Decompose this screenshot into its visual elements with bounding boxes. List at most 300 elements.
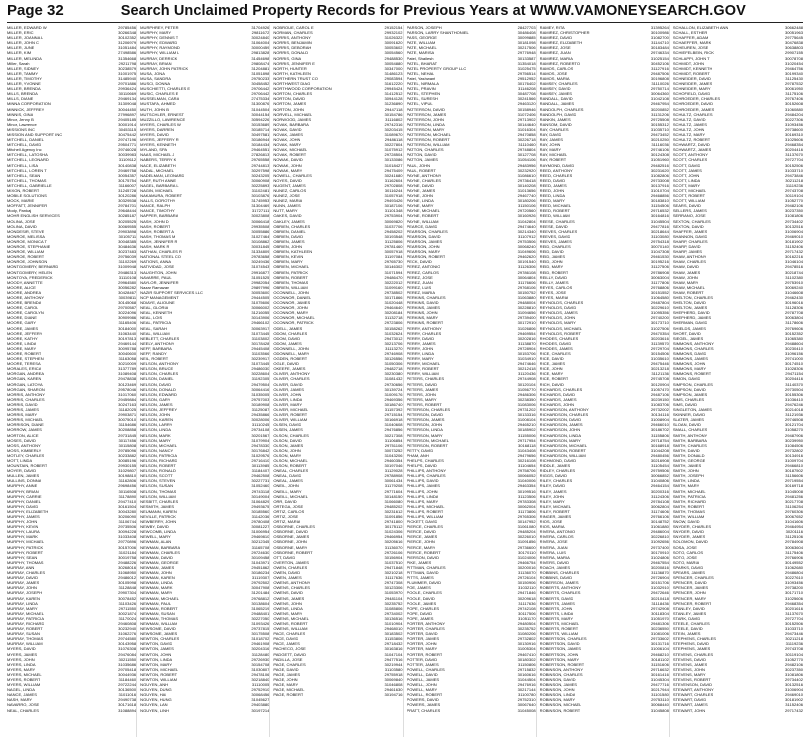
owner-name: NOBROUE, CAROL E <box>273 25 314 30</box>
owner-name: NELSON, MICHAEL <box>140 442 178 448</box>
property-id: 31103580 <box>384 666 403 672</box>
owner-name: PEARSON, ROBERT <box>406 254 446 260</box>
owner-name: NEBLETT, CHARLES <box>140 335 180 341</box>
property-id: 30219944 <box>384 661 403 667</box>
owner-name: SPEARS, JAMES <box>672 570 705 576</box>
owner-name: NEWSOME, JAMES <box>140 631 178 637</box>
property-id: 31132718 <box>384 315 403 321</box>
owner-name: NAAS, MICHAEL J <box>140 152 175 158</box>
property-id: 29769606 <box>784 325 803 331</box>
owner-name: STEVENSON, DAVID <box>672 682 713 688</box>
owner-name: PAGE, JAMES <box>273 671 301 677</box>
owner-name: PORTER, JAMES <box>406 636 440 642</box>
owner-name: SCOTT, WILLIAM <box>672 198 705 204</box>
owner-name: ROBINSON, CHARLES <box>539 671 583 677</box>
owner-name: MUSIC, CHARLES E <box>140 91 179 97</box>
property-id: 31063880 <box>517 294 536 300</box>
owner-name: ORTIZ, MARIA <box>273 519 301 525</box>
owner-name: PEARSON, CHARLES <box>406 228 448 234</box>
property-id: 29767406 <box>784 96 803 102</box>
owner-name: SCHLAPPI, JOHN T <box>672 55 710 61</box>
listing-entry <box>540 708 669 713</box>
property-id: 31033710 <box>784 167 803 173</box>
owner-name: ODELL, JAMES <box>273 325 303 331</box>
property-id: 30139724 <box>384 386 403 392</box>
property-id: 31080206 <box>517 631 536 637</box>
owner-name: MORGAN, KAREN <box>7 376 42 382</box>
property-id: 30064804 <box>517 274 536 280</box>
property-id: 30119104 <box>785 193 803 199</box>
property-id: 29451862 <box>251 564 270 570</box>
owner-name: SPENCER, ROBERT <box>672 600 712 606</box>
property-id: 30164816 <box>650 213 669 219</box>
owner-name: POOLE, DAVID <box>406 595 435 601</box>
owner-name: SHELTON, DAVID <box>672 300 706 306</box>
owner-name: MONROE, WILLIAM <box>7 249 45 255</box>
owner-name: MURRAY, ROBERT <box>7 626 43 632</box>
property-id: 29476246 <box>784 401 803 407</box>
owner-name: MOLINA, JOSE <box>7 218 36 224</box>
property-id: 30044936 <box>118 671 137 677</box>
owner-name: RAY, CHARLES <box>539 126 569 132</box>
owner-name: RAMOS, JOSE <box>539 70 568 76</box>
property-id: 30023808 <box>251 213 270 219</box>
owner-name: PERRY, ANTHONY <box>406 325 442 331</box>
property-id: 29475446 <box>650 361 669 367</box>
owner-name: PORTER, ROBERT <box>406 651 443 657</box>
owner-name: MURRAY, JOHN <box>7 585 37 591</box>
property-id: 30066418 <box>251 218 270 224</box>
property-id: 30100986 <box>650 30 669 36</box>
owner-name: PIERCE, DAVID <box>406 529 436 535</box>
owner-name: SMITH, GEORGE <box>672 457 706 463</box>
owner-name: NUNEZ, MARIA <box>273 198 303 204</box>
owner-name: MITCHELL, LISA <box>7 162 39 168</box>
owner-name: REYNOLDS, JAMES <box>539 310 578 316</box>
property-id: 31103426 <box>118 600 137 606</box>
property-id: 31119307 <box>251 575 270 581</box>
owner-name: NEWMAN, MARY <box>140 590 173 596</box>
owner-name: RANKIN, JAMES <box>539 116 571 122</box>
owner-name: PETERSON, JAMES <box>406 417 445 423</box>
property-id: 29724630 <box>251 549 270 555</box>
owner-name: MOCK, MARIE <box>7 198 35 204</box>
owner-name: PAYNE, WILLIAM <box>406 218 439 224</box>
property-id: 30268016 <box>118 564 137 570</box>
property-id: 31045304 <box>650 677 669 682</box>
owner-name: MYERS, LINDA <box>7 661 36 667</box>
property-id: 31121136 <box>651 371 669 377</box>
owner-name: PERKINS, DAVID <box>406 300 439 306</box>
property-id: 31152406 <box>785 702 803 708</box>
owner-name: SCHULTZ, JAMES <box>672 121 707 127</box>
property-id: 29768106 <box>517 284 536 290</box>
property-id: 31018702 <box>251 636 270 642</box>
owner-name: RHODES, CHARLES <box>539 335 579 341</box>
property-id: 30235752 <box>384 600 403 606</box>
property-id: 29741000 <box>784 356 803 362</box>
property-id: 30148752 <box>650 519 669 525</box>
owner-name: STEVENS, ROBERT <box>672 677 711 682</box>
owner-name: PERRY, ROBERT <box>406 366 439 372</box>
property-id: 31128480 <box>251 651 270 657</box>
owner-name: MILLER, JOHN C <box>7 40 39 46</box>
property-id: 29469134 <box>118 96 137 102</box>
owner-name: PAUL, ROBERT <box>406 167 436 173</box>
property-id: 30068440 <box>650 702 669 708</box>
owner-name: NEAL, CHARLES <box>7 707 39 713</box>
owner-name: MURRAY, MICHAEL <box>7 610 44 616</box>
property-id: 31042804 <box>517 218 536 224</box>
owner-name: RAY, JAMES <box>539 137 563 143</box>
property-id: 31118436 <box>651 600 669 606</box>
property-id: 29445408 <box>251 345 270 351</box>
property-id: 30217506 <box>517 45 536 51</box>
property-id: 29765306 <box>517 514 536 519</box>
property-id: 30117456 <box>118 437 137 443</box>
property-id: 31024006 <box>517 554 536 560</box>
owner-name: MURRAY, WILLIAM <box>7 641 43 647</box>
owner-name: RAMIREZ, JOSE <box>539 45 571 51</box>
property-id: 29152154 <box>384 25 403 30</box>
owner-name: MURRAY, JOHN PATRICK <box>140 65 189 71</box>
owner-name: MILLER, BRENDA <box>7 86 41 92</box>
property-id: 30202816 <box>517 335 536 341</box>
owner-name: RILEY, JAMES <box>539 488 567 494</box>
property-id: 31081006 <box>650 631 669 637</box>
property-id: 29469810 <box>251 534 270 540</box>
owner-name: MIXON, ROBERT <box>7 188 40 193</box>
property-id: 30175112 <box>384 524 403 530</box>
owner-name: NUNEZ, CARLOS <box>273 188 307 193</box>
property-id: 30213218 <box>650 366 669 372</box>
owner-name: NOWAK, MARY <box>273 167 303 173</box>
owner-name: SCOTT, ROBERT <box>672 193 706 199</box>
owner-name: PAGE, MARY <box>273 682 299 688</box>
owner-name: RILEY, DAVID <box>539 483 566 489</box>
property-id: 31043971 <box>251 559 270 565</box>
property-id: 31005304 <box>517 646 536 652</box>
owner-name: REESE, DAVID <box>539 223 568 229</box>
owner-name: ROBERTS, CHARLES <box>539 590 581 596</box>
property-id: 31040608 <box>384 422 403 428</box>
property-id: 29493675 <box>251 503 270 509</box>
property-id: 30094228 <box>118 529 137 535</box>
owner-name: ROBERTS, DAVID <box>539 595 574 601</box>
owner-name: NATIONS, ANNA <box>140 259 172 265</box>
property-id: 31100780 <box>517 692 536 698</box>
property-id: 29467954 <box>650 101 669 107</box>
property-id: 30061434 <box>384 478 403 484</box>
property-id: 29742316 <box>384 121 403 127</box>
owner-name: MINNICK, JEFFREY <box>7 106 45 112</box>
property-id: 30175754 <box>118 177 137 183</box>
owner-name: MURRAY, SUSAN <box>7 631 40 637</box>
owner-name: STEPHENS, CHARLES <box>672 636 717 642</box>
owner-name: OBRIEN, WILLIAM <box>273 284 308 290</box>
owner-name: STEELE, DAVID <box>672 626 703 632</box>
property-id: 30171866 <box>384 294 403 300</box>
owner-name: ODONNELL, JOHN <box>273 345 309 351</box>
property-id: 29730656 <box>384 381 403 387</box>
property-id: 29461908 <box>251 641 270 647</box>
owner-name: ROBERTS, JOHN <box>539 605 573 611</box>
owner-name: NAPPER, BARBARA <box>140 213 179 219</box>
owner-name: NOWAK, JOHN <box>273 162 302 168</box>
owner-name: SCHOFIELD, DAVID <box>672 91 711 97</box>
property-id: 29903871 <box>118 412 137 418</box>
property-id: 27996897 <box>118 111 137 117</box>
property-id: 29466102 <box>251 320 270 326</box>
owner-name: PATTERSON, ROBERT <box>406 137 450 143</box>
owner-name: REED, WILLIAM <box>539 213 570 219</box>
owner-name: PIKE, JAMES <box>406 559 432 565</box>
property-id: 30152608 <box>784 101 803 107</box>
owner-name: NEWTON, JOHN <box>140 651 172 657</box>
owner-name: NELSON, RONALD <box>140 468 176 474</box>
owner-name: PATE, MARISA <box>406 50 435 56</box>
property-id: 31121936 <box>785 412 803 418</box>
property-id: 31146208 <box>517 86 536 92</box>
owner-name: RAY, ROBERT <box>539 157 567 163</box>
owner-name: ROBERTS, LINDA <box>539 610 574 616</box>
owner-name: MOHR ENGLISH SERVICES <box>7 213 60 219</box>
property-id: 30123306 <box>384 585 403 591</box>
property-id: 30189908 <box>251 401 270 407</box>
property-id: 31140370 <box>785 381 803 387</box>
property-id: 30081227 <box>251 524 270 530</box>
owner-name: NELSON, JEFFREY <box>140 407 178 413</box>
owner-name: OWENS, CHARLES <box>273 585 310 591</box>
property-id: 31049606 <box>517 249 536 255</box>
owner-name: OLSON, CHARLES <box>273 432 309 438</box>
owner-name: RANDOLPH, DAVID <box>539 111 577 117</box>
owner-name: PHILLIPS, DAVID <box>406 478 439 484</box>
owner-name: MITCHELL, DANIEL <box>7 137 44 143</box>
property-id: 30218744 <box>784 269 803 275</box>
owner-name: REEVES, JAMES <box>539 238 572 244</box>
property-id: 30226718 <box>517 137 536 143</box>
property-id: 29716632 <box>650 666 669 672</box>
owner-name: MORTON, ALICE <box>7 432 39 438</box>
owner-name: MISSIONS INC <box>7 126 35 132</box>
property-id: 29480504 <box>517 620 536 626</box>
property-id: 30068456 <box>251 692 270 698</box>
owner-name: SCHMIDT, JOHN <box>672 60 705 66</box>
property-id: 31109112 <box>118 157 137 163</box>
owner-name: NEWBY, DAVID <box>140 524 169 530</box>
property-id: 31094656 <box>517 310 536 316</box>
property-id: 30909986 <box>118 315 137 321</box>
property-id: 31061880 <box>650 524 669 530</box>
property-id: 30216908 <box>650 457 669 463</box>
property-id: 30237350 <box>784 666 803 672</box>
owner-name: SNYDER, CHARLES <box>672 524 712 530</box>
property-id: 31032910 <box>650 585 669 591</box>
property-id: 31076308 <box>118 646 137 652</box>
owner-name: NEFF, RANDY <box>140 351 167 356</box>
property-id: 30145068 <box>118 300 137 306</box>
owner-name: PATEL, BHARAT <box>406 60 438 66</box>
owner-name: SCHROEDER, CHARLES <box>672 96 721 102</box>
owner-name: RICHARDS, DAVID <box>539 391 576 397</box>
owner-name: REEVES, DAVID <box>539 233 571 239</box>
property-id: 30171710 <box>784 590 803 596</box>
owner-name: MURRAY, DERRICK <box>140 55 178 61</box>
owner-name: NUGENT, JAMES <box>273 182 306 188</box>
property-id: 29469356 <box>384 396 403 402</box>
property-id: 30191540 <box>517 259 536 265</box>
property-id: 31178606 <box>785 320 803 326</box>
owner-name: MYERS, JOHN <box>7 656 35 662</box>
owner-name: MOYER, DAVID <box>7 468 37 474</box>
property-id: 31034910 <box>517 356 536 362</box>
owner-name: OLIVER, ANTHONY <box>273 371 310 377</box>
owner-name: SCHNEIDER, DAVID <box>672 75 711 81</box>
property-id: 29750714 <box>650 86 669 92</box>
property-id: 31116036 <box>651 142 669 148</box>
owner-name: PATTON, DAVID <box>406 152 437 158</box>
property-id: 29757003 <box>251 396 270 402</box>
property-id: 29756514 <box>517 70 536 76</box>
property-id: 29720560 <box>517 208 536 214</box>
owner-name: NEWTON, MICHAEL <box>140 666 179 672</box>
owner-name: MOORE, LINDA <box>7 340 37 346</box>
owner-name: OLIVER, MICHAEL <box>273 407 309 413</box>
owner-name: SCHIEFELBEIN, RICK <box>672 50 714 56</box>
owner-name: MURRAY, CHARLES <box>7 570 46 576</box>
owner-name: NORRIS, ANTHONY <box>273 35 311 41</box>
property-id: 30153706 <box>517 351 536 356</box>
property-id: 31032110 <box>517 585 536 591</box>
property-id: 29750233 <box>251 75 270 81</box>
property-id: 31131206 <box>651 111 669 117</box>
property-id: 30075010 <box>118 417 137 423</box>
property-id: 31009704 <box>784 457 803 463</box>
owner-name: SIMS, DAVID <box>672 401 698 407</box>
property-id: 29903898 <box>118 228 137 234</box>
owner-name: MURRAY, JOSEPH <box>7 590 43 596</box>
owner-name: NORRIS, DEBORAH <box>273 45 312 51</box>
property-id: 29467410 <box>517 651 536 657</box>
property-id: 31036410 <box>784 396 803 402</box>
property-id: 29702808 <box>384 182 403 188</box>
owner-name: PATTERSON, MICHAEL <box>406 131 451 137</box>
owner-name: PIERCE, MARY <box>406 544 436 550</box>
property-id: 30217708 <box>784 498 803 504</box>
owner-name: NEFF, BARBARA <box>140 345 172 351</box>
owner-name: RANDALL, JAMES <box>539 101 575 107</box>
property-id: 31102380 <box>785 274 803 280</box>
property-id: 31128306 <box>785 305 803 311</box>
property-id: 29734402 <box>784 677 803 682</box>
owner-name: PETTY, DAVID <box>406 447 434 453</box>
owner-name: ROBBINS, CHARLES <box>539 570 580 576</box>
property-id: 30180206 <box>517 198 536 204</box>
property-id: 30153689 <box>251 121 270 127</box>
owner-name: SCHULTZ, JOHN <box>672 126 705 132</box>
owner-name: MURPHY, MICHAEL <box>7 539 45 545</box>
owner-name: PITTS, JAMES <box>406 575 434 581</box>
owner-name: RIVERA, ANTONIO <box>539 529 576 535</box>
property-id: 29479656 <box>517 452 536 458</box>
property-id: 31018427 <box>384 162 403 168</box>
owner-name: SIMMONS, CHARLES <box>672 345 714 351</box>
property-id: 30453115 <box>118 126 137 132</box>
property-id: 30239150 <box>650 396 669 402</box>
property-id: 31192305 <box>251 376 270 382</box>
property-id: 30155306 <box>784 391 803 397</box>
property-id: 30019758 <box>118 554 137 560</box>
property-id: 29735506 <box>118 524 137 530</box>
owner-name: SCOTT, MICHAEL <box>672 188 707 193</box>
owner-name: SHORT, DAVID <box>672 330 701 336</box>
owner-name: REILLY, DAVID <box>539 274 568 280</box>
property-id: 31129028 <box>384 468 403 474</box>
owner-name: PERRY, DAVID <box>406 335 435 341</box>
property-id: 31006904 <box>784 687 803 693</box>
owner-name: MOSS, ANTHONY <box>7 442 41 448</box>
owner-name: REESE, CHARLES <box>539 218 575 224</box>
owner-name: RHODES, DAVID <box>539 340 572 346</box>
owner-name: SHARP, CHARLES <box>672 238 708 244</box>
owner-name: PETERS, DAVID <box>406 381 438 387</box>
property-id: 29744580 <box>118 636 137 642</box>
property-id: 31065380 <box>784 335 803 341</box>
owner-name: NELSON, WILLIAM <box>140 493 176 499</box>
property-id: 30162216 <box>784 254 803 260</box>
property-id: 30169310 <box>784 131 803 137</box>
property-id: 31110005 <box>251 682 270 688</box>
owner-name: PATTERSON, LINDA <box>406 121 445 127</box>
owner-name: NAEF, RUTH ANNE <box>140 177 177 183</box>
listing-entry <box>7 708 136 713</box>
owner-name: MURPHY, PATRICK <box>7 544 44 550</box>
owner-name: RILEY, MARY <box>539 498 565 504</box>
owner-name: MOORE, ROBERT <box>7 351 42 356</box>
property-id: 31079904 <box>251 437 270 443</box>
property-id: 31075912 <box>384 147 403 153</box>
owner-name: MYERS, DAVID <box>140 131 169 137</box>
property-id: 29713902 <box>517 116 536 122</box>
property-id: 29808474 <box>251 60 270 66</box>
owner-name: SCHNEIDER, JAMES <box>672 81 713 87</box>
property-id: 29485204 <box>517 529 536 535</box>
owner-name: MYERS, DAVID <box>7 646 36 652</box>
property-id: 30133587 <box>517 55 536 61</box>
owner-name: SCOTT, MARY <box>672 182 700 188</box>
property-id: 29727704 <box>784 615 803 621</box>
property-id: 31060880 <box>784 106 803 112</box>
owner-name: SOTO, JOSE <box>672 554 698 560</box>
owner-name: SHAW, MARY <box>672 279 699 285</box>
owner-name: PETERSON, DAVID <box>406 412 444 418</box>
property-id: 31412512 <box>384 91 403 97</box>
owner-name: NEWTON, WILLIAM <box>140 677 177 682</box>
property-id: 29463354 <box>517 483 536 489</box>
owner-name: MURPHY, ELIZABETH <box>7 508 49 514</box>
property-id: 29486313 <box>118 269 137 275</box>
owner-name: PAGE, JOHN <box>273 677 298 682</box>
owner-name: NOVAK, DAVID <box>273 126 302 132</box>
property-id: 31029807 <box>118 468 137 474</box>
property-id: 30053602 <box>384 45 403 51</box>
property-id: 31045627 <box>251 697 270 703</box>
property-id: 29728904 <box>517 345 536 351</box>
owner-name: RIDLEY, CHARLES <box>539 468 576 474</box>
owner-name: NASH, MARK R <box>140 244 170 250</box>
property-id: 29481104 <box>384 595 403 601</box>
